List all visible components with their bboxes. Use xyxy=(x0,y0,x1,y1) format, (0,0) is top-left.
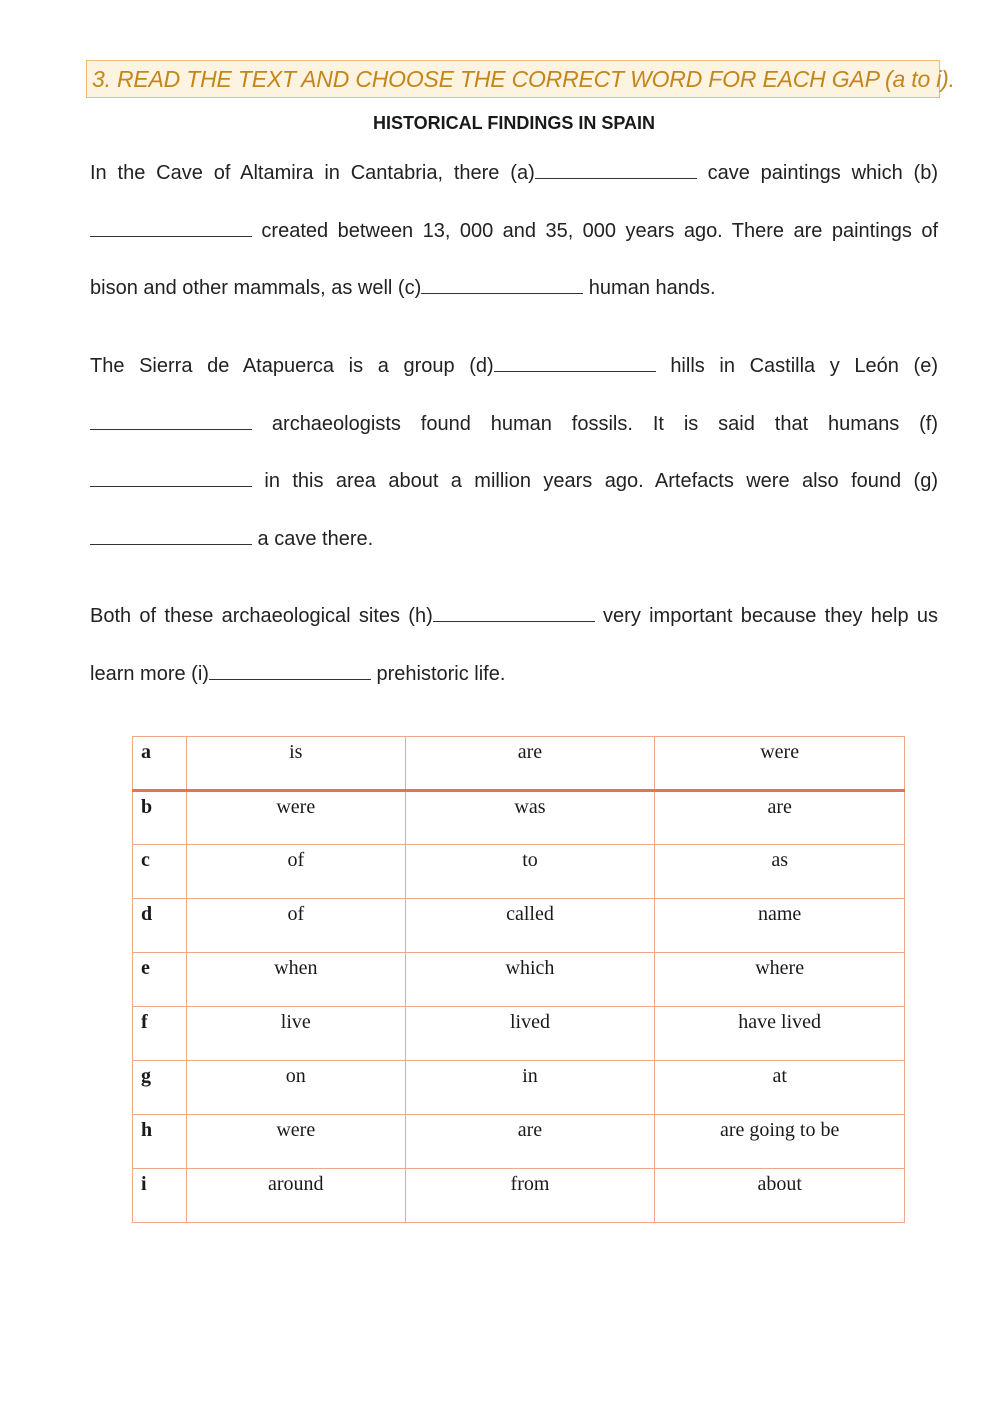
gap-label-e: (e) xyxy=(913,355,938,377)
option-choice[interactable]: are going to be xyxy=(655,1115,905,1169)
gap-label-g: (g) xyxy=(913,470,938,492)
options-row-d xyxy=(133,899,905,953)
options-row-h xyxy=(133,1115,905,1169)
option-choice[interactable]: which xyxy=(405,953,655,1007)
option-choice[interactable]: of xyxy=(186,899,405,953)
option-choice[interactable]: on xyxy=(186,1061,405,1115)
option-choice[interactable]: from xyxy=(405,1169,655,1223)
row-letter: d xyxy=(133,899,187,953)
options-row-b xyxy=(133,791,905,845)
option-choice[interactable]: in xyxy=(405,1061,655,1115)
option-choice[interactable]: name xyxy=(655,899,905,953)
passage-paragraph-1 xyxy=(90,145,938,318)
option-choice[interactable]: to xyxy=(405,845,655,899)
gap-blank-g[interactable] xyxy=(90,530,252,545)
row-letter: i xyxy=(133,1169,187,1223)
gap-label-f: (f) xyxy=(919,412,938,435)
gap-blank-i[interactable] xyxy=(209,665,371,680)
answer-options-table xyxy=(132,736,905,1223)
gap-label-d: (d) xyxy=(469,355,494,377)
row-letter: f xyxy=(133,1007,187,1061)
option-choice[interactable]: were xyxy=(655,737,905,791)
gap-blank-b[interactable] xyxy=(90,222,252,237)
passage-paragraph-2 xyxy=(90,338,938,568)
passage-text: created between 13, 000 and 35, 000 years ago. There are paintings of bison and other mammals, as well xyxy=(90,219,938,299)
passage-text: In the Cave of Altamira in Cantabria, there xyxy=(90,162,511,184)
gap-blank-d[interactable] xyxy=(494,357,656,372)
option-choice[interactable]: are xyxy=(405,737,655,791)
gap-blank-c[interactable] xyxy=(421,279,583,294)
passage-text: hills in Castilla y León xyxy=(655,355,914,377)
passage-text: a cave there. xyxy=(252,527,374,550)
option-choice[interactable]: live xyxy=(186,1007,405,1061)
exercise-instruction: 3. READ THE TEXT AND CHOOSE THE CORRECT WORD FOR EACH GAP (a to i). xyxy=(86,60,940,98)
options-row-g xyxy=(133,1061,905,1115)
passage-text: The Sierra de Atapuerca is a group xyxy=(90,355,470,377)
passage-text: human hands. xyxy=(583,277,716,299)
gap-label-i: (i) xyxy=(191,662,209,685)
row-letter: b xyxy=(133,791,187,845)
passage-text: archaeologists found human fossils. It is said that humans xyxy=(252,412,920,435)
option-choice[interactable]: when xyxy=(186,953,405,1007)
options-row-f xyxy=(133,1007,905,1061)
option-choice[interactable]: at xyxy=(655,1061,905,1115)
passage-text: prehistoric life. xyxy=(370,662,506,685)
gap-label-c: (c) xyxy=(397,277,422,299)
option-choice[interactable]: was xyxy=(405,791,655,845)
option-choice[interactable]: were xyxy=(186,1115,405,1169)
options-row-i xyxy=(133,1169,905,1223)
options-row-e xyxy=(133,953,905,1007)
row-letter: e xyxy=(133,953,187,1007)
option-choice[interactable]: about xyxy=(655,1169,905,1223)
gap-label-h: (h) xyxy=(408,605,433,627)
option-choice[interactable]: are xyxy=(405,1115,655,1169)
option-choice[interactable]: where xyxy=(655,953,905,1007)
gap-blank-h[interactable] xyxy=(433,607,595,622)
option-choice[interactable]: are xyxy=(655,791,905,845)
option-choice[interactable]: as xyxy=(655,845,905,899)
options-row-c xyxy=(133,845,905,899)
passage-text: in this area about a million years ago. Artefacts were also found xyxy=(252,470,914,492)
gap-label-a: (a) xyxy=(510,162,535,184)
options-row-a xyxy=(133,737,905,791)
gap-blank-e[interactable] xyxy=(90,415,252,430)
option-choice[interactable]: have lived xyxy=(655,1007,905,1061)
option-choice[interactable]: lived xyxy=(405,1007,655,1061)
row-letter: c xyxy=(133,845,187,899)
passage-paragraph-3 xyxy=(90,588,938,703)
option-choice[interactable]: were xyxy=(186,791,405,845)
row-letter: a xyxy=(133,737,187,791)
row-letter: h xyxy=(133,1115,187,1169)
option-choice[interactable]: called xyxy=(405,899,655,953)
gap-label-b: (b) xyxy=(913,162,938,184)
passage-text: cave paintings which xyxy=(696,162,914,184)
option-choice[interactable]: of xyxy=(186,845,405,899)
passage-text: Both of these archaeological sites xyxy=(90,605,409,627)
gap-blank-a[interactable] xyxy=(535,164,697,179)
passage-text: very important because they help us learn more xyxy=(90,605,938,685)
text-title: HISTORICAL FINDINGS IN SPAIN xyxy=(372,113,656,133)
option-choice[interactable]: is xyxy=(186,737,405,791)
gap-blank-f[interactable] xyxy=(90,472,252,487)
row-letter: g xyxy=(133,1061,187,1115)
option-choice[interactable]: around xyxy=(186,1169,405,1223)
